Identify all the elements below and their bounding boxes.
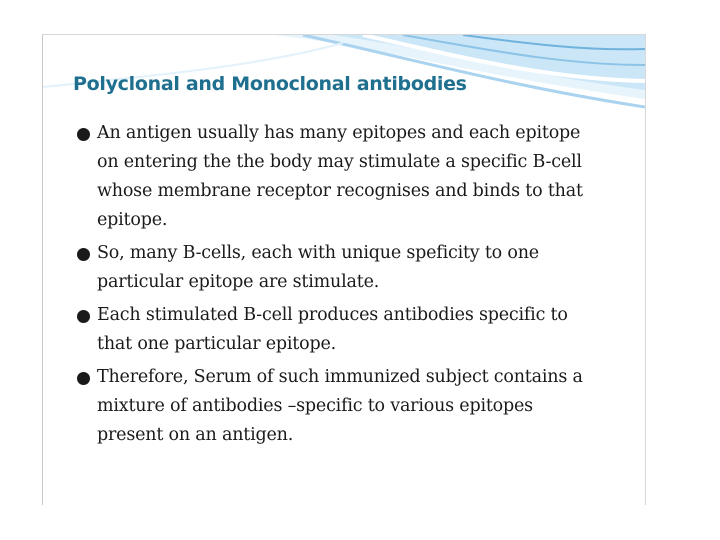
bullet-item <box>77 363 597 450</box>
bullet-item <box>77 301 597 359</box>
bullet-text: An antigen usually has many epitopes and each epitope on entering the the body may stimulate a specific B-cell whose membrane receptor recognises and binds to that epitope. <box>97 123 583 230</box>
bullet-text: Each stimulated B-cell produces antibodies specific to that one particular epitope. <box>97 305 568 354</box>
bullet-dot-icon <box>77 128 90 141</box>
slide-title: Polyclonal and Monoclonal antibodies <box>73 73 467 95</box>
bullet-dot-icon <box>77 310 90 323</box>
bullet-text: So, many B-cells, each with unique speficity to one particular epitope are stimulate. <box>97 243 539 292</box>
bullet-item <box>77 119 597 235</box>
bullet-item <box>77 239 597 297</box>
bullet-text: Therefore, Serum of such immunized subject contains a mixture of antibodies –specific to various epitopes present on an antigen. <box>97 367 583 445</box>
bullet-dot-icon <box>77 248 90 261</box>
bullet-list <box>77 119 597 454</box>
slide <box>42 34 646 505</box>
bullet-dot-icon <box>77 372 90 385</box>
